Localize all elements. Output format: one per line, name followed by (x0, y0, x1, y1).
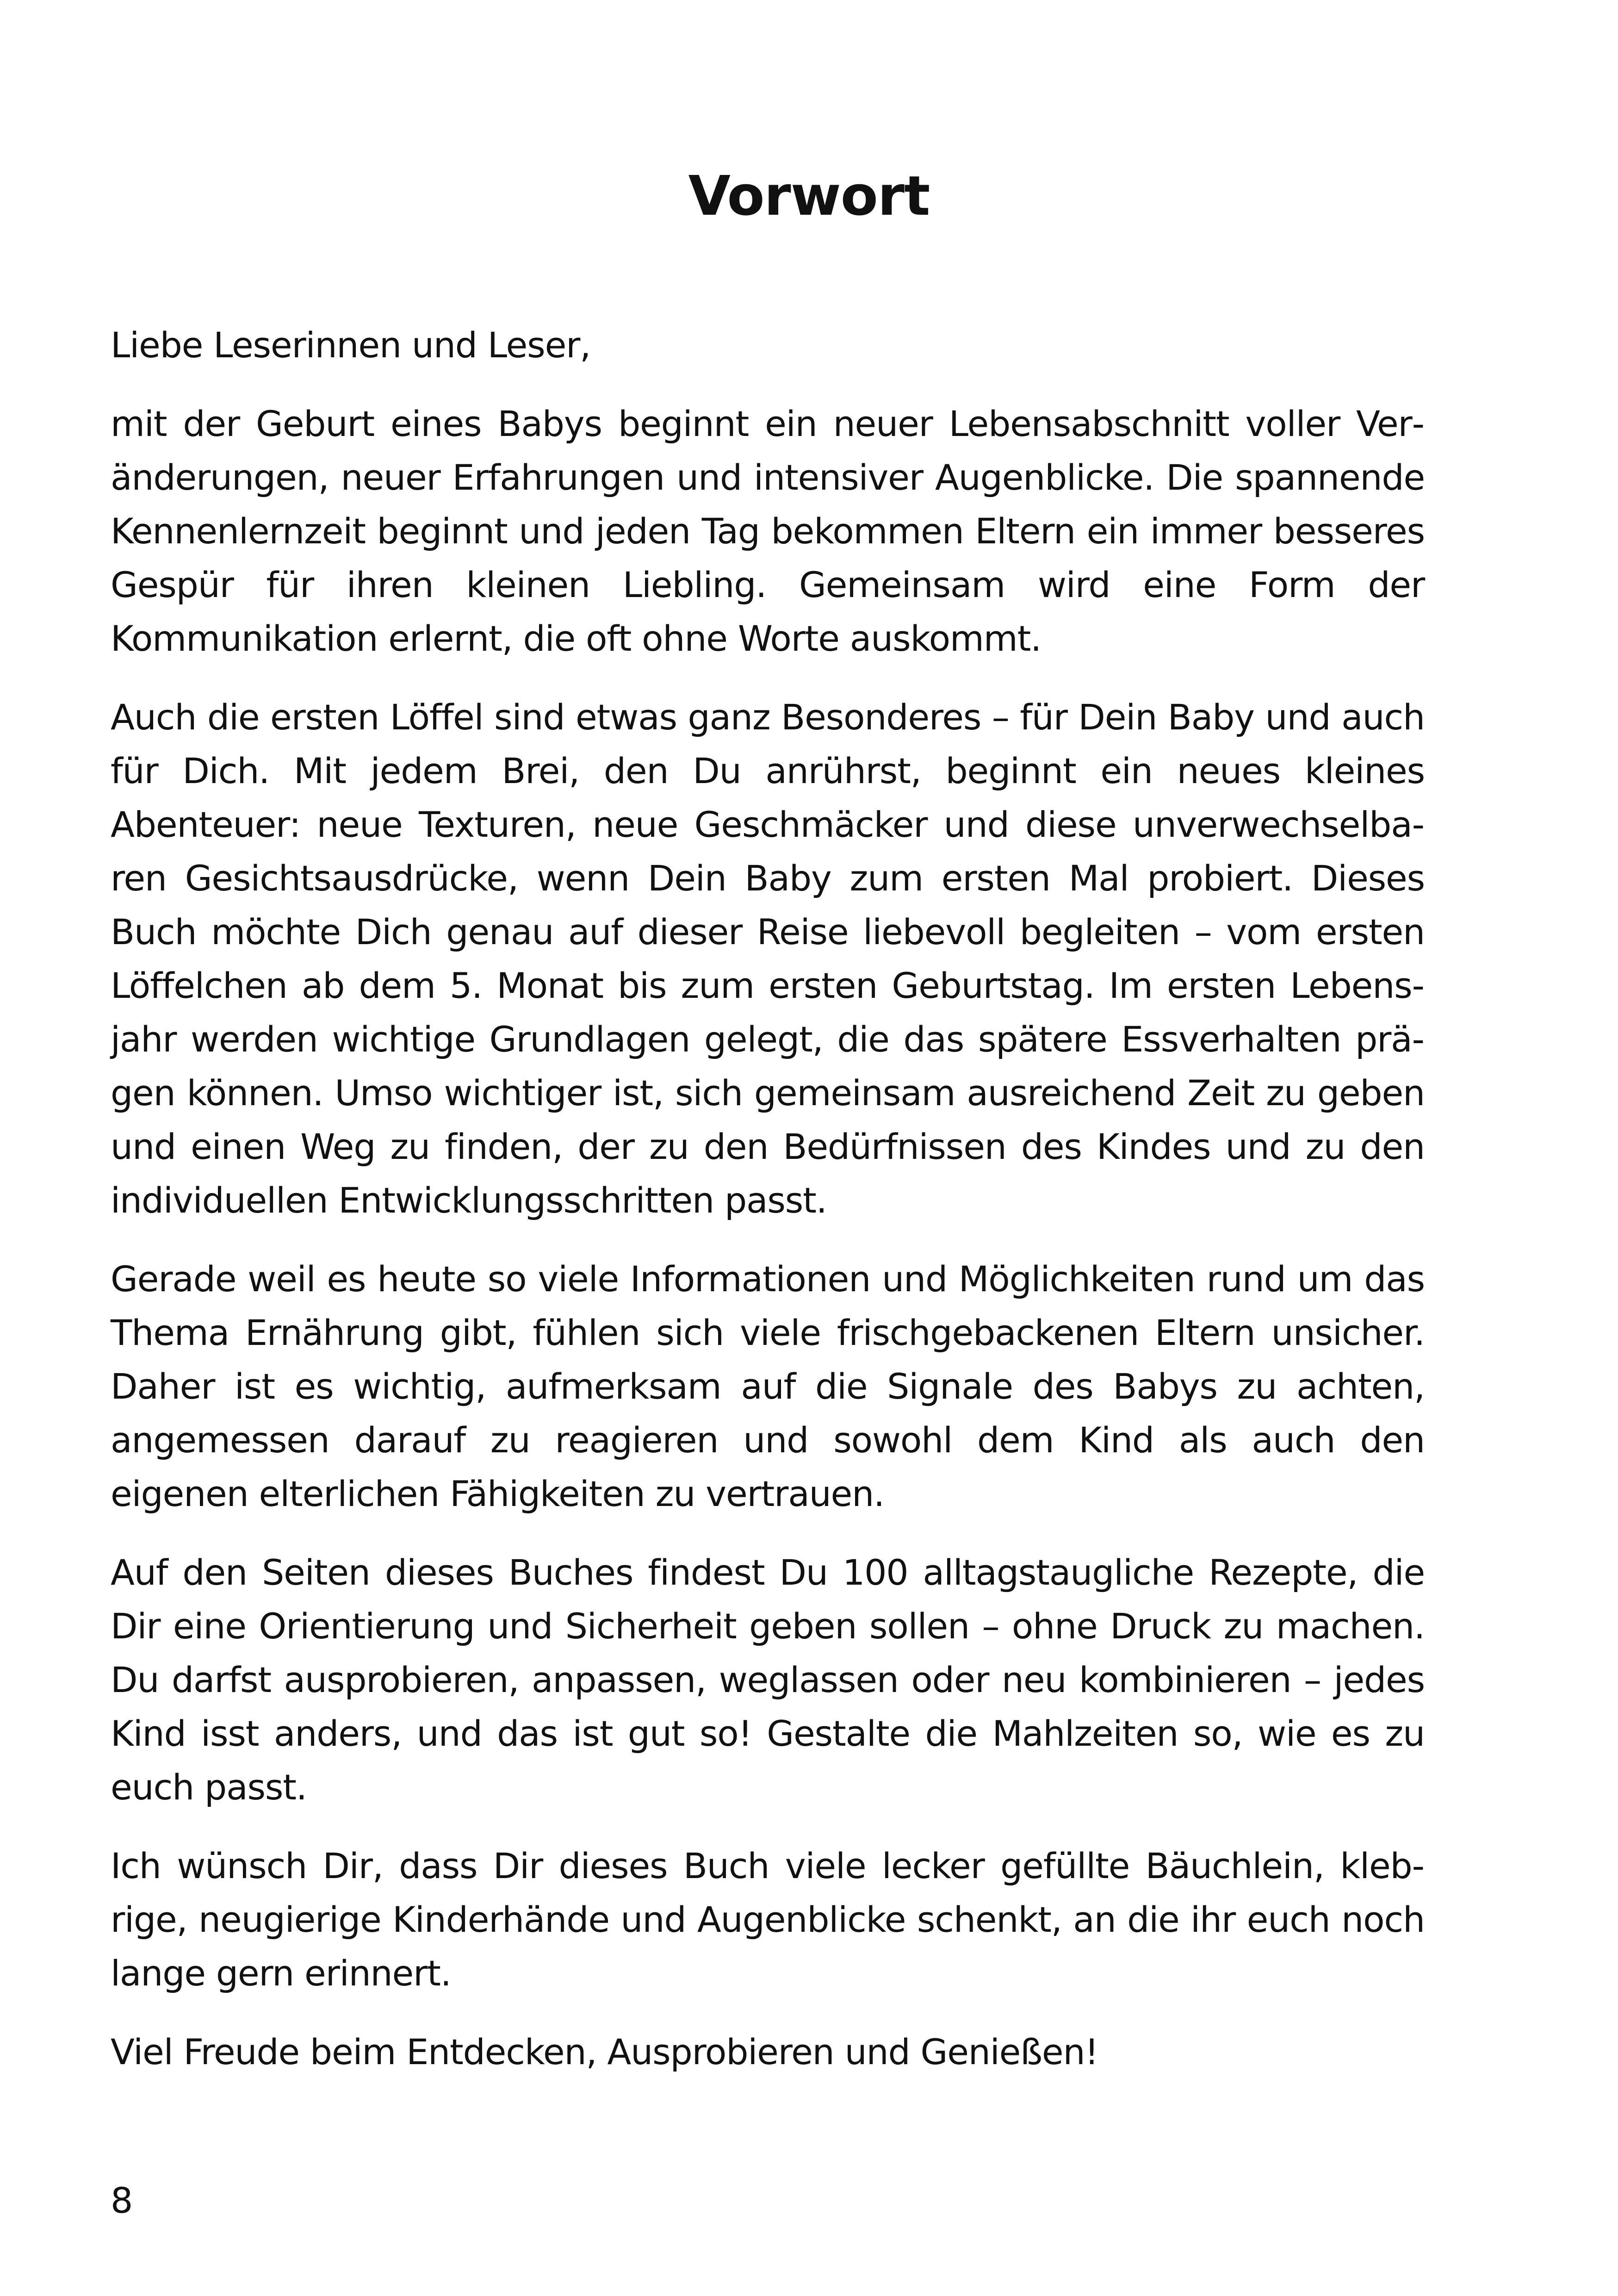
paragraph-3: Gerade weil es heute so viele Informationen und Möglichkeiten rund um das Thema Ernährung gibt, fühlen sich viele frischgebackenen Eltern unsicher. Daher ist es wichtig, aufmerksam auf die Signale des Babys zu achten, angemessen darauf zu reagieren und sowohl dem Kind als auch den eigenen elterlichen Fähigkeiten zu vertrauen. (111, 1258, 1425, 1514)
salutation: Liebe Leserinnen und Leser, (111, 324, 591, 366)
paragraph-2: Auch die ersten Löffel sind etwas ganz Besonderes – für Dein Baby und auch für Dich. Mit jedem Brei, den Du anrührst, beginnt ein neues kleines Abenteuer: neue Texturen, neue Geschmäcker und diese unverwechselbaren Gesichtsausdrücke, wenn Dein Baby zum ersten Mal probiert. Dieses Buch möchte Dich genau auf dieser Reise liebevoll begleiten – vom ersten Löffelchen ab dem 5. Monat bis zum ersten Geburtstag. Im ersten Lebensjahr werden wichtige Grundlagen gelegt, die das spätere Essverhalten prägen können. Umso wichtiger ist, sich gemeinsam ausreichend Zeit zu geben und einen Weg zu finden, der zu den Bedürfnissen des Kindes und zu den individuellen Entwicklungsschritten passt. (111, 697, 1425, 1221)
page-number: 8 (111, 2180, 133, 2221)
foreword-body (111, 318, 1425, 2104)
paragraph-6: Viel Freude beim Entdecken, Ausprobieren und Genießen! (111, 2031, 1098, 2072)
paragraph-4: Auf den Seiten dieses Buches findest Du 100 alltagstaugliche Rezepte, die Dir eine Orientierung und Sicherheit geben sollen – ohne Druck zu machen. Du darfst ausprobieren, anpassen, weglassen oder neu kombinieren – jedes Kind isst anders, und das ist gut so! Gestalte die Mahlzeiten so, wie es zu euch passt. (111, 1552, 1425, 1808)
paragraph-5: Ich wünsch Dir, dass Dir dieses Buch viele lecker gefüllte Bäuchlein, klebrige, neugierige Kinderhände und Augenblicke schenkt, an die ihr euch noch lange gern erinnert. (111, 1845, 1425, 1994)
paragraph-1: mit der Geburt eines Babys beginnt ein neuer Lebensabschnitt voller Veränderungen, neuer Erfahrungen und intensiver Augenblicke. Die spannende Kennenlernzeit beginnt und jeden Tag bekommen Eltern ein immer besseres Gespür für ihren kleinen Liebling. Gemeinsam wird eine Form der Kommunikation erlernt, die oft ohne Worte auskommt. (111, 403, 1425, 659)
page-title: Vorwort (688, 164, 930, 228)
